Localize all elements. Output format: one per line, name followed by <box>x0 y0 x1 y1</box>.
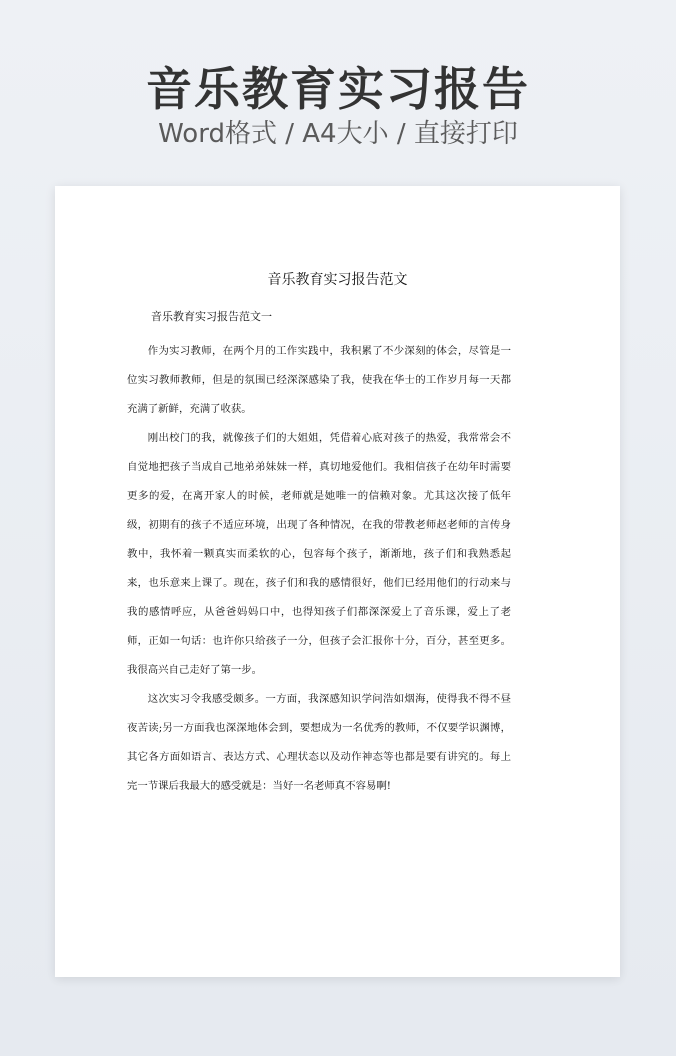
paragraph-3: 这次实习令我感受颇多。一方面，我深感知识学问浩如烟海，使得我不得不昼夜苦读;另一方面我也深深地体会到，要想成为一名优秀的教师，不仅要学识渊博，其它各方面如语言、表达方式、心理状态以及动作神态等也都是要有讲究的。每上完一节课后我最大的感受就是：当好一名老师真不容易啊! <box>127 693 511 792</box>
paragraph-1: 作为实习教师，在两个月的工作实践中，我积累了不少深刻的体会，尽管是一位实习教师教师，但是的氛围已经深深感染了我，使我在华士的工作岁月每一天都充满了新鲜，充满了收获。 <box>127 345 511 415</box>
banner-subtitle: Word格式 / A4大小 / 直接打印 <box>158 119 518 149</box>
document-page <box>55 186 620 977</box>
document-title: 音乐教育实习报告范文 <box>267 272 408 288</box>
paragraph-2: 刚出校门的我，就像孩子们的大姐姐，凭借着心底对孩子的热爱，我常常会不自觉地把孩子当成自己地弟弟妹妹一样，真切地爱他们。我相信孩子在幼年时需要更多的爱，在离开家人的时候，老师就是她唯一的信赖对象。尤其这次接了低年级，初期有的孩子不适应环境，出现了各种情况，在我的带教老师赵老师的言传身教中，我怀着一颗真实而柔软的心，包容每个孩子，渐渐地，孩子们和我熟悉起来，也乐意来上课了。现在，孩子们和我的感情很好，他们已经用他们的行动来与我的感情呼应，从爸爸妈妈口中，也得知孩子们都深深爱上了音乐课，爱上了老师，正如一句话：也许你只给孩子一分，但孩子会汇报你十分，百分，甚至更多。我很高兴自己走好了第一步。 <box>127 432 511 676</box>
document-body <box>127 337 511 801</box>
header-banner <box>0 0 676 175</box>
document-heading: 音乐教育实习报告范文一 <box>151 310 272 323</box>
banner-title: 音乐教育实习报告 <box>146 62 530 116</box>
